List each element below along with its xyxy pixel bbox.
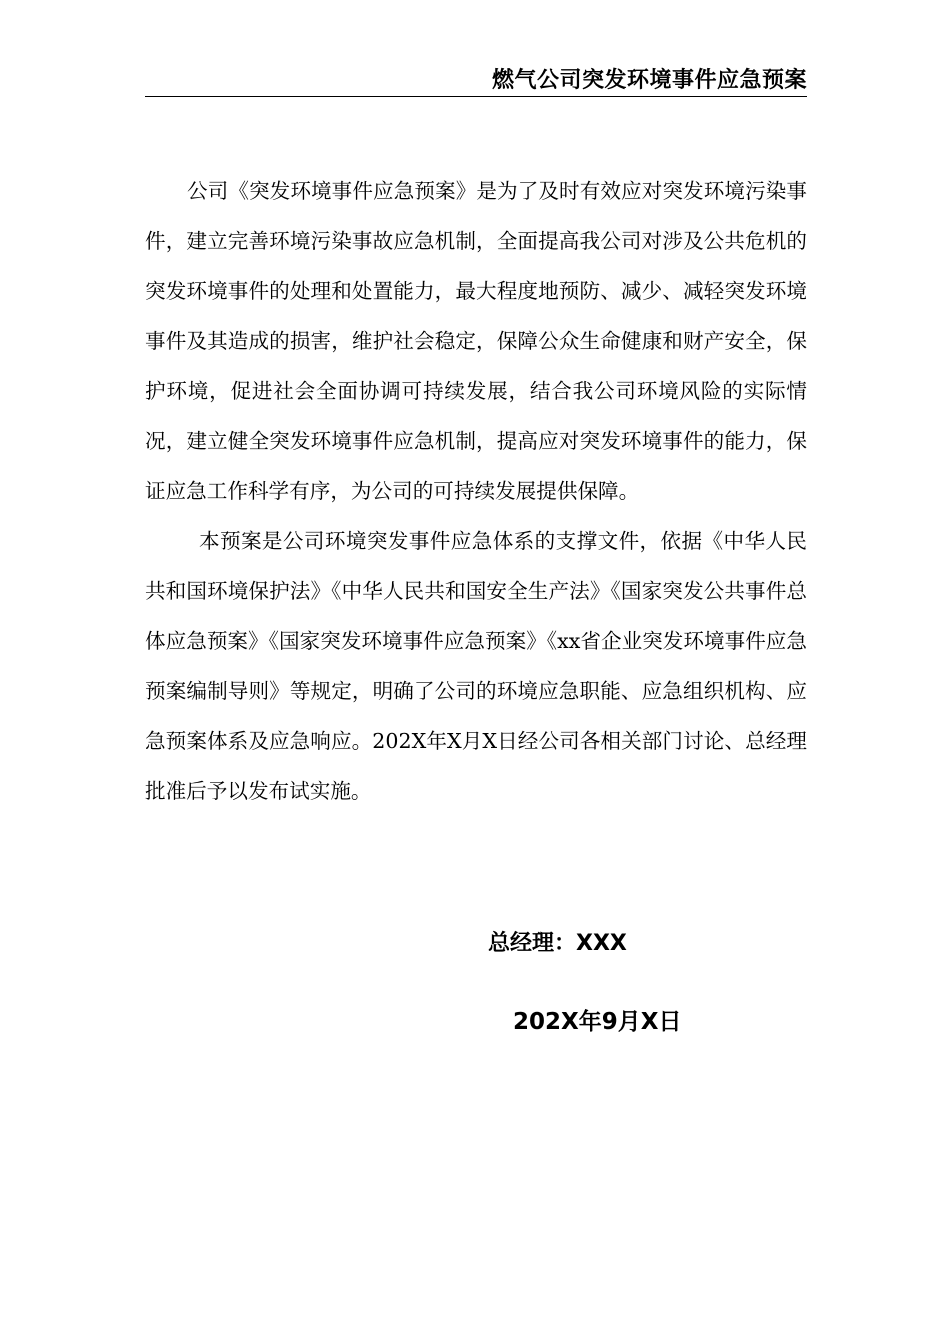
paragraph-basis: 本预案是公司环境突发事件应急体系的支撑文件，依据《中华人民共和国环境保护法》《中华人民共和国安全生产法》《国家突发公共事件总体应急预案》《国家突发环境事件应急预案》《xx省企业突发环境事件应急预案编制导则》等规定，明确了公司的环境应急职能、应急组织机构、应急预案体系及应急响应。202X年X月X日经公司各相关部门讨论、总经理批准后予以发布试实施。 — [145, 529, 807, 803]
document-body — [145, 166, 807, 816]
signing-date: 202X年9月X日 — [513, 1009, 682, 1035]
page-header — [145, 62, 807, 97]
signature-line: 总经理：XXX — [488, 931, 627, 956]
paragraph-purpose: 公司《突发环境事件应急预案》是为了及时有效应对突发环境污染事件，建立完善环境污染事故应急机制，全面提高我公司对涉及公共危机的突发环境事件的处理和处置能力，最大程度地预防、减少、减轻突发环境事件及其造成的损害，维护社会稳定，保障公众生命健康和财产安全，保护环境，促进社会全面协调可持续发展，结合我公司环境风险的实际情况，建立健全突发环境事件应急机制，提高应对突发环境事件的能力，保证应急工作科学有序，为公司的可持续发展提供保障。 — [145, 179, 807, 503]
header-title: 燃气公司突发环境事件应急预案 — [491, 68, 807, 93]
